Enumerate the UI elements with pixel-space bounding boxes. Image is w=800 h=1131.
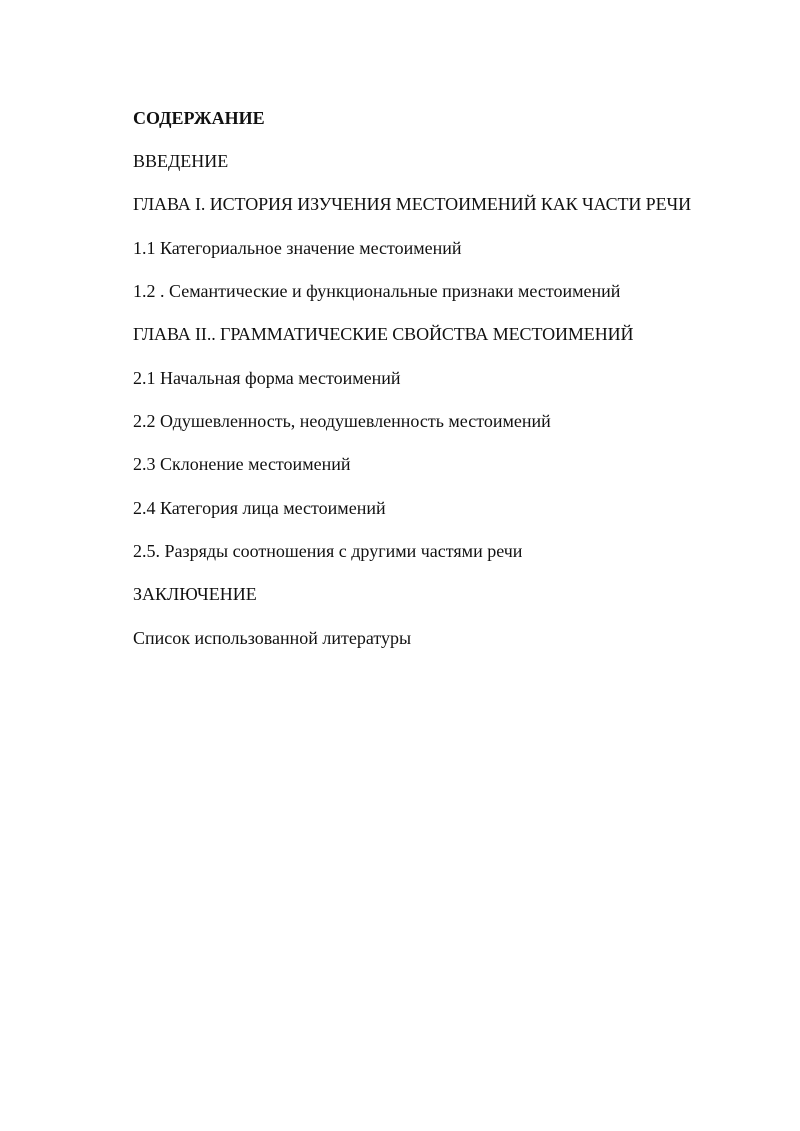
toc-entry-introduction: ВВЕДЕНИЕ [133, 151, 229, 171]
toc-entry-section-2-3: 2.3 Склонение местоимений [133, 454, 351, 475]
toc-entry-section-2-5: 2.5. Разряды соотношения с другими частями речи [133, 540, 523, 561]
toc-entry-section-2-1: 2.1 Начальная форма местоимений [133, 367, 401, 388]
toc-entry-conclusion: ЗАКЛЮЧЕНИЕ [133, 584, 257, 605]
toc-entry-section-2-4: 2.4 Категория лица местоимений [133, 497, 386, 518]
toc-list [133, 149, 773, 650]
table-of-contents [133, 106, 773, 669]
toc-entry-chapter-1: ГЛАВА I. ИСТОРИЯ ИЗУЧЕНИЯ МЕСТОИМЕНИЙ КАК ЧАСТИ РЕЧИ [133, 194, 691, 215]
toc-title: СОДЕРЖАНИЕ [133, 108, 265, 128]
toc-entry-chapter-2: ГЛАВА II.. ГРАММАТИЧЕСКИЕ СВОЙСТВА МЕСТОИМЕНИЙ [133, 324, 634, 345]
toc-entry-section-2-2: 2.2 Одушевленность, неодушевленность местоимений [133, 410, 551, 431]
toc-entry-section-1-2: 1.2 . Семантические и функциональные признаки местоимений [133, 280, 621, 301]
toc-entry-references: Список использованной литературы [133, 627, 412, 648]
toc-entry-section-1-1: 1.1 Категориальное значение местоимений [133, 237, 462, 258]
